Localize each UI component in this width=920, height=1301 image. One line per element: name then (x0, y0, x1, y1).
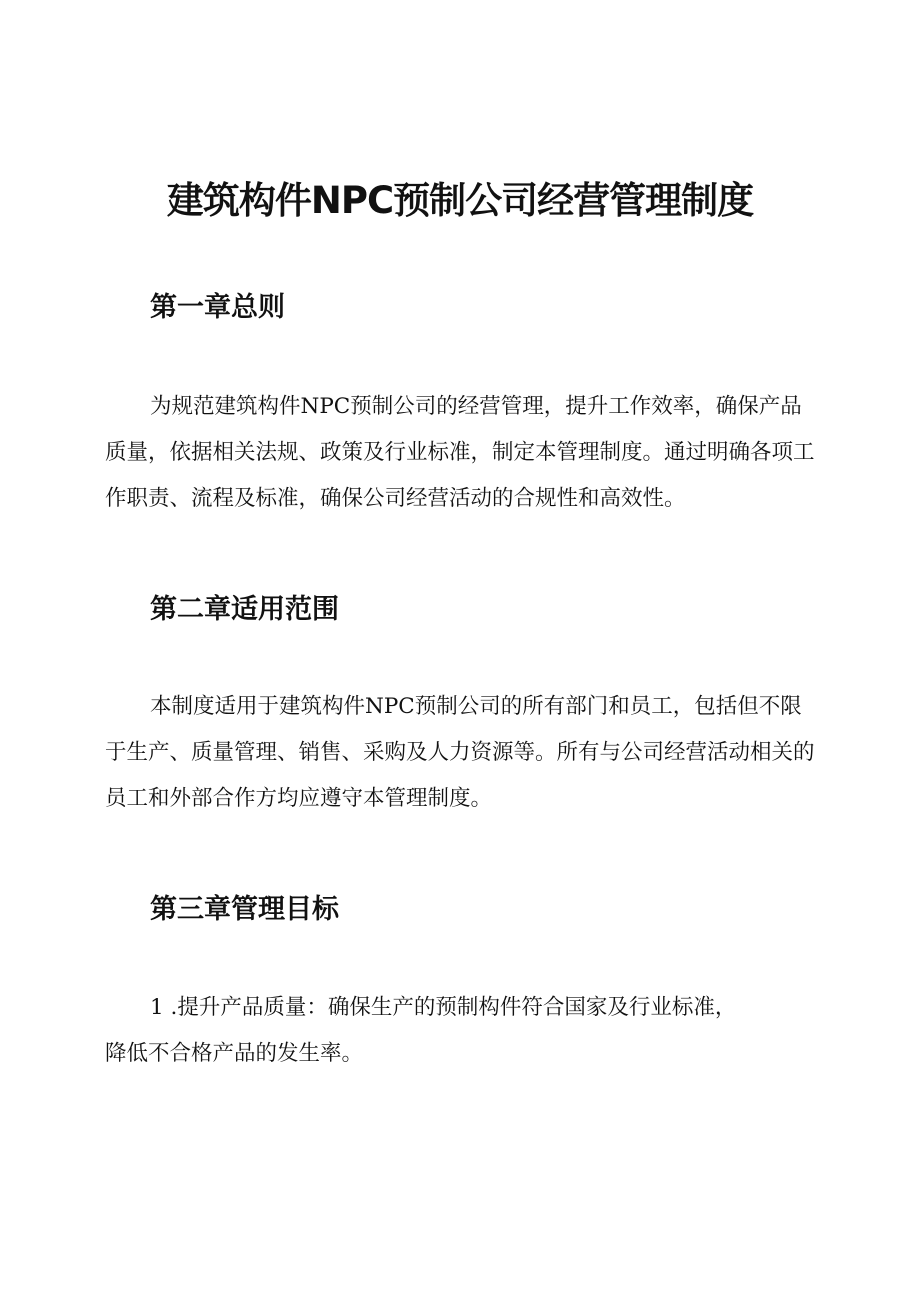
list-item-line: 降低不合格产品的发生率。 (105, 1041, 364, 1066)
chapter-2-paragraph (105, 684, 820, 822)
chapter-heading-2: 第二章适用范围 (150, 594, 339, 625)
chapter-heading-1: 第一章总则 (150, 292, 285, 323)
list-item-line: 1 .提升产品质量：确保生产的预制构件符合国家及行业标准， (150, 995, 737, 1020)
chapter-3-paragraph (105, 985, 820, 1077)
chapter-1-paragraph (105, 384, 820, 522)
document-title: 建筑构件NPC预制公司经营管理制度 (166, 179, 754, 222)
chapter-heading-3: 第三章管理目标 (150, 894, 339, 925)
paragraph-line: 作职责、流程及标准，确保公司经营活动的合规性和高效性。 (105, 486, 686, 511)
paragraph-line: 质量，依据相关法规、政策及行业标准，制定本管理制度。通过明确各项工 (105, 440, 815, 465)
paragraph-line: 本制度适用于建筑构件NPC预制公司的所有部门和员工，包括但不限 (150, 694, 802, 719)
paragraph-line: 员工和外部合作方均应遵守本管理制度。 (105, 786, 493, 811)
paragraph-line: 为规范建筑构件NPC预制公司的经营管理，提升工作效率，确保产品 (150, 394, 802, 419)
paragraph-line: 于生产、质量管理、销售、采购及人力资源等。所有与公司经营活动相关的 (105, 740, 815, 765)
